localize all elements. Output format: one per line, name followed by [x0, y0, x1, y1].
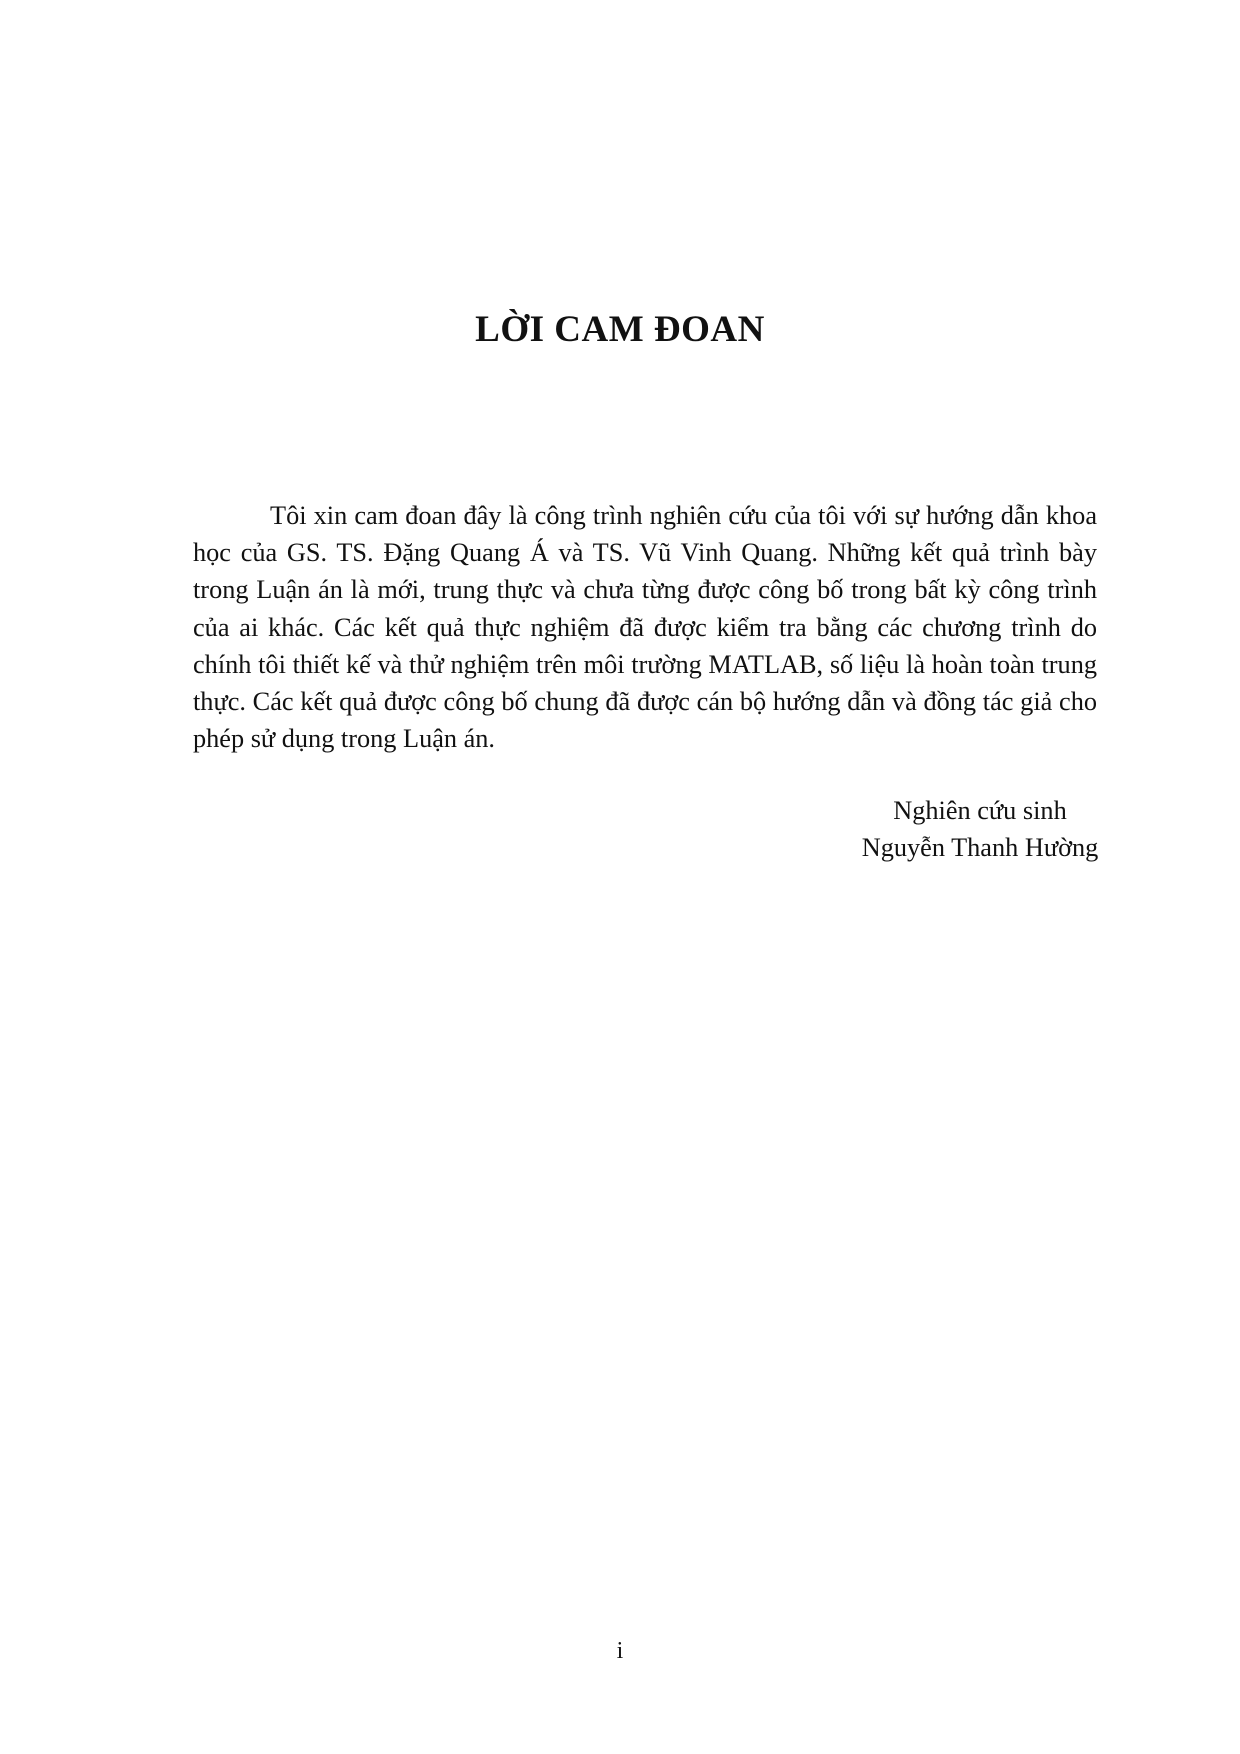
page-number: i — [616, 1638, 624, 1664]
signature-role: Nghiên cứu sinh — [893, 796, 1067, 825]
page-title: LỜI CAM ĐOAN — [475, 309, 765, 350]
declaration-paragraph: Tôi xin cam đoan đây là công trình nghiên cứu của tôi với sự hướng dẫn khoa học của GS. TS. Đặng Quang Á và TS. Vũ Vinh Quang. Những kết quả trình bày trong Luận án là mới, trung thực và chưa từng được công bố trong bất kỳ công trình của ai khác. Các kết quả thực nghiệm đã được kiểm tra bằng các chương trình do chính tôi thiết kế và thử nghiệm trên môi trường MATLAB, số liệu là hoàn toàn trung thực. Các kết quả được công bố chung đã được cán bộ hướng dẫn và đồng tác giả cho phép sử dụng trong Luận án. — [193, 501, 1097, 754]
signature-block — [830, 792, 1130, 866]
signature-name: Nguyễn Thanh Hường — [861, 833, 1099, 862]
